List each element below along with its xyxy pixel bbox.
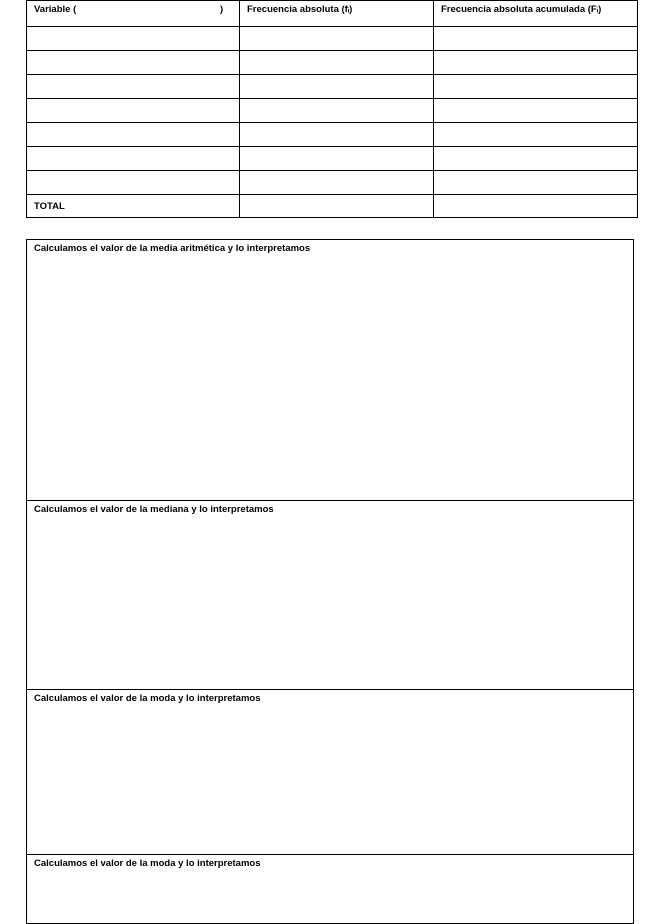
variable-cell[interactable] xyxy=(27,75,240,99)
total-abs-freq-cell[interactable] xyxy=(240,195,434,218)
cum-freq-cell[interactable] xyxy=(434,75,638,99)
frequency-table xyxy=(26,0,638,218)
abs-freq-cell[interactable] xyxy=(240,27,434,51)
abs-freq-cell[interactable] xyxy=(240,123,434,147)
cum-freq-cell[interactable] xyxy=(434,147,638,171)
cum-freq-cell[interactable] xyxy=(434,171,638,195)
header-variable-close: ) xyxy=(220,4,224,15)
variable-cell[interactable] xyxy=(27,27,240,51)
total-cum-freq-cell[interactable] xyxy=(434,195,638,218)
table-row xyxy=(27,171,638,195)
variable-cell[interactable] xyxy=(27,147,240,171)
moda-repeat-heading: Calculamos el valor de la moda y lo interpretamos xyxy=(34,858,261,869)
table-row xyxy=(27,99,638,123)
cum-freq-cell[interactable] xyxy=(434,99,638,123)
variable-cell[interactable] xyxy=(27,123,240,147)
moda-answer-box[interactable] xyxy=(26,689,634,855)
table-total-row xyxy=(27,195,638,218)
moda-heading: Calculamos el valor de la moda y lo interpretamos xyxy=(34,693,261,704)
table-row xyxy=(27,123,638,147)
variable-cell[interactable] xyxy=(27,171,240,195)
abs-freq-cell[interactable] xyxy=(240,75,434,99)
table-row xyxy=(27,51,638,75)
abs-freq-cell[interactable] xyxy=(240,99,434,123)
media-heading: Calculamos el valor de la media aritmética y lo interpretamos xyxy=(34,243,311,254)
header-variable-label: Variable ( xyxy=(34,4,77,15)
abs-freq-cell[interactable] xyxy=(240,51,434,75)
variable-cell[interactable] xyxy=(27,51,240,75)
header-abs-freq: Frecuencia absoluta (fᵢ) xyxy=(240,1,434,27)
cum-freq-cell[interactable] xyxy=(434,123,638,147)
media-answer-box[interactable] xyxy=(26,239,634,501)
total-label: TOTAL xyxy=(27,195,240,218)
header-cum-freq: Frecuencia absoluta acumulada (Fᵢ) xyxy=(434,1,638,27)
mediana-answer-box[interactable] xyxy=(26,500,634,690)
cum-freq-cell[interactable] xyxy=(434,51,638,75)
variable-cell[interactable] xyxy=(27,99,240,123)
moda-repeat-answer-box[interactable] xyxy=(26,854,634,924)
abs-freq-cell[interactable] xyxy=(240,171,434,195)
table-row xyxy=(27,147,638,171)
cum-freq-cell[interactable] xyxy=(434,27,638,51)
table-row xyxy=(27,75,638,99)
table-header-row xyxy=(27,1,638,27)
table-row xyxy=(27,27,638,51)
abs-freq-cell[interactable] xyxy=(240,147,434,171)
header-variable xyxy=(27,1,240,27)
mediana-heading: Calculamos el valor de la mediana y lo interpretamos xyxy=(34,504,274,515)
